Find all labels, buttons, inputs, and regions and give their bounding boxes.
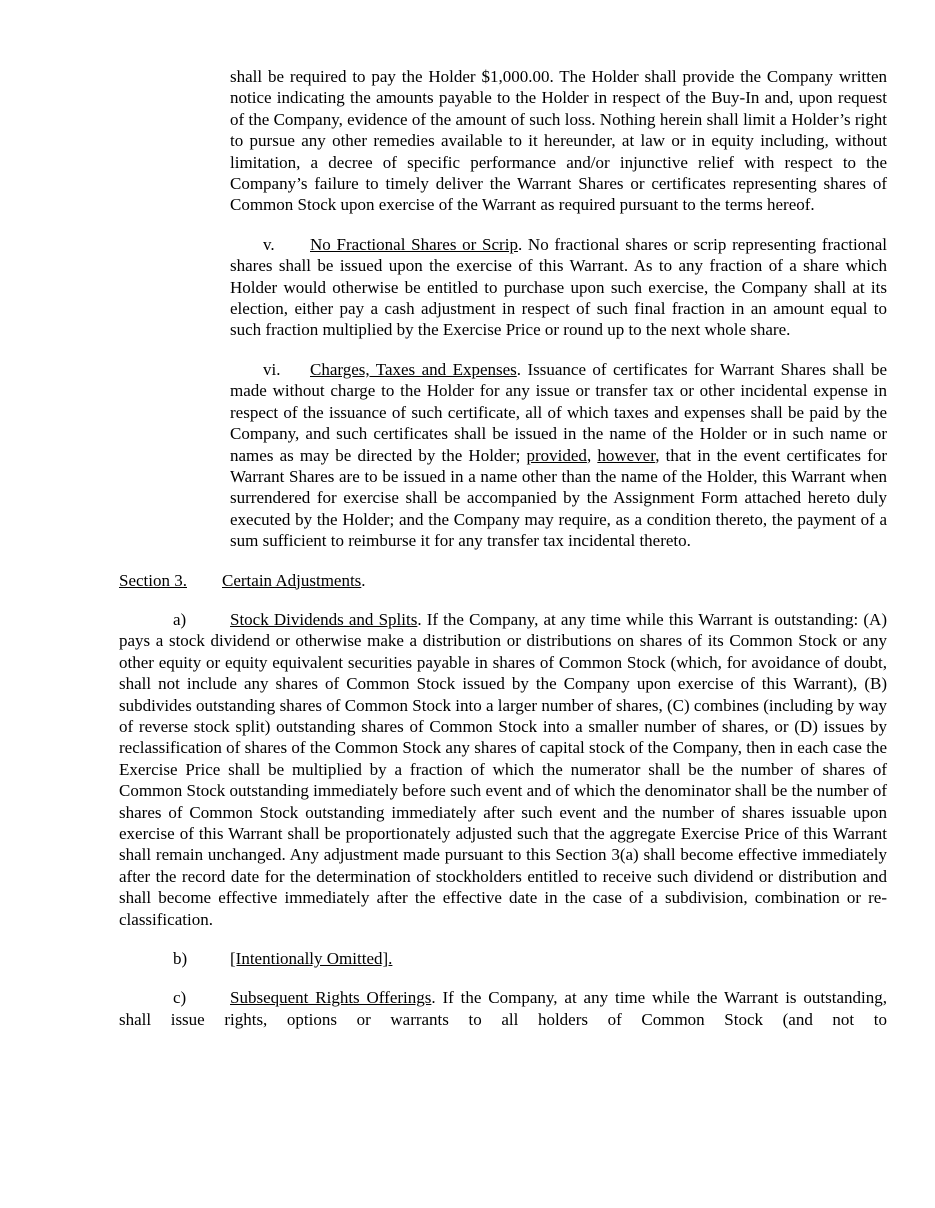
list-label-vi: vi. — [263, 359, 281, 379]
heading-intentionally-omitted: [Intentionally Omitted]. — [230, 949, 393, 969]
paragraph-subsequent-rights-offerings — [119, 987, 887, 1030]
heading-charges-taxes-and-expenses: Charges, Taxes and Expenses — [310, 359, 517, 379]
paragraph-charges-taxes-expenses-text-1: . Issuance of certificates for Warrant Shares shall be made without charge to the Holder for any issue or transfer tax or other incidental expense in respect of the issuance of such certificate, all of which taxes and expenses shall be paid by the Company, and such certificates shall be issued in the name of the Holder or in such name or names as may be directed by the Holder; — [230, 359, 887, 465]
heading-stock-dividends-and-splits: Stock Dividends and Splits — [230, 609, 418, 629]
paragraph-buy-in-remedies — [230, 66, 887, 216]
list-label-c: c) — [173, 988, 187, 1008]
heading-certain-adjustments-period: . — [361, 570, 366, 590]
list-label-b: b) — [173, 949, 188, 969]
paragraph-buy-in-remedies-text: shall be required to pay the Holder $1,000.00. The Holder shall provide the Company written notice indicating the amounts payable to the Holder in respect of the Buy-In and, upon request of the Company, evidence of the amount of such loss. Nothing herein shall limit a Holder’s right to pursue any other remedies available to it hereunder, at law or in equity including, without limitation, a decree of specific performance and/or injunctive relief with respect to the Company’s failure to timely deliver the Warrant Shares or certificates representing shares of Common Stock upon exercise of the Warrant as required pursuant to the terms hereof. — [230, 67, 887, 215]
paragraph-stock-dividends-splits-text: . If the Company, at any time while this Warrant is outstanding: (A) pays a stock dividend or otherwise make a distribution or distributions on shares of its Common Stock or any other equity or equity equivalent securities payable in shares of Common Stock (which, for avoidance of doubt, shall not include any shares of Common Stock issued by the Company upon exercise of this Warrant), (B) subdivides outstanding shares of Common Stock into a larger number of shares, (C) combines (including by way of reverse stock split) outstanding shares of Common Stock into a smaller number of shares, or (D) issues by reclassification of shares of the Common Stock any shares of capital stock of the Company, then in each case the Exercise Price shall be multiplied by a fraction of which the numerator shall be the number of shares of Common Stock outstanding immediately before such event and of which the denominator shall be the number of shares of Common Stock outstanding immediately after such event and the number of shares issuable upon exercise of this Warrant shall be proportionately adjusted such that the aggregate Exercise Price of this Warrant shall remain unchanged. Any adjustment made pursuant to this Section 3(a) shall become effective immediately after the record date for the determination of stockholders entitled to receive such dividend or distribution and shall become effective immediately after the effective date in the case of a subdivision, combination or re-classification. — [119, 609, 887, 929]
section-3-label: Section 3. — [119, 570, 187, 590]
paragraph-charges-taxes-expenses-text-2: , that in the event certificates for Warrant Shares are to be issued in a name other than the name of the Holder, this Warrant when surrendered for exercise shall be accompanied by the Assignment Form attached hereto duly executed by the Holder; and the Company may require, as a condition thereto, the payment of a sum sufficient to reimburse it for any transfer tax incidental thereto. — [230, 445, 887, 551]
heading-certain-adjustments: Certain Adjustments — [222, 570, 362, 590]
heading-section-3 — [119, 570, 887, 591]
emphasis-provided: provided — [526, 445, 587, 465]
heading-subsequent-rights-offerings: Subsequent Rights Offerings — [230, 988, 432, 1008]
paragraph-charges-taxes-expenses-separator: , — [586, 445, 598, 465]
paragraph-charges-taxes-expenses — [230, 359, 887, 552]
heading-no-fractional-shares-or-scrip: No Fractional Shares or Scrip — [310, 234, 518, 254]
paragraph-stock-dividends-splits — [119, 609, 887, 930]
paragraph-subsequent-rights-offerings-text: . If the Company, at any time while the Warrant is outstanding, shall issue rights, options or warrants to all holders of Common Stock (and not to — [119, 988, 887, 1029]
list-label-a: a) — [173, 609, 187, 629]
paragraph-no-fractional-shares — [230, 234, 887, 341]
list-label-v: v. — [263, 234, 275, 254]
paragraph-intentionally-omitted — [119, 948, 887, 969]
emphasis-however: however — [597, 445, 656, 465]
paragraph-no-fractional-shares-text: . No fractional shares or scrip representing fractional shares shall be issued upon the exercise of this Warrant. As to any fraction of a share which Holder would otherwise be entitled to purchase upon such exercise, the Company shall at its election, either pay a cash adjustment in respect of such final fraction in an amount equal to such fraction multiplied by the Exercise Price or round up to the next whole share. — [230, 234, 887, 340]
